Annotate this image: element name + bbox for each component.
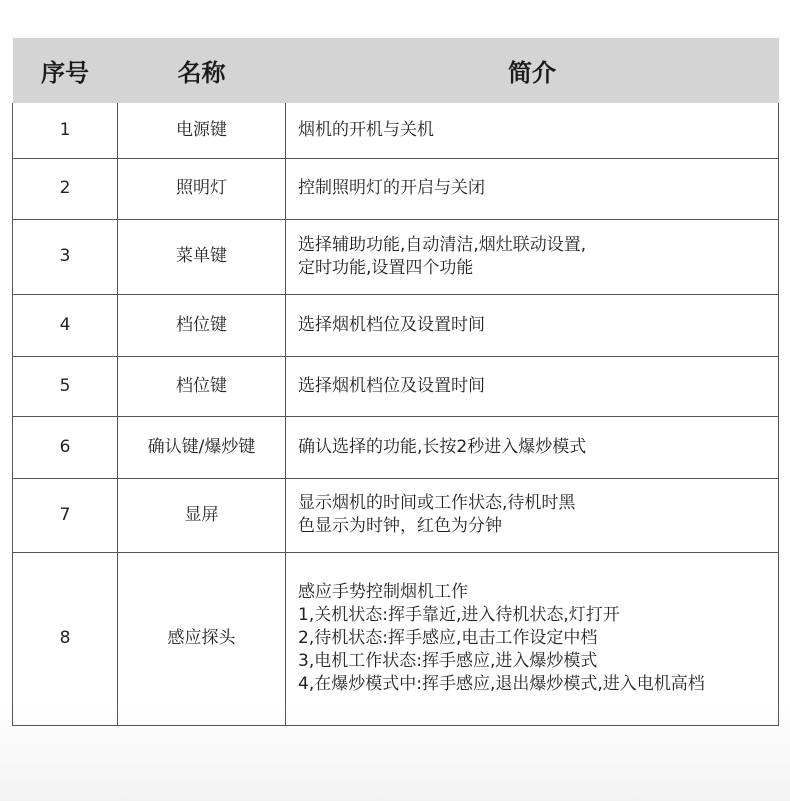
row-number: 5 [13, 356, 118, 416]
row-description: 选择烟机档位及设置时间 [286, 294, 779, 356]
spec-table-container [12, 38, 778, 726]
row-number: 7 [13, 478, 118, 552]
header-number: 序号 [13, 38, 118, 103]
table-header-row [13, 38, 779, 103]
row-description: 选择辅助功能,自动清洁,烟灶联动设置, 定时功能,设置四个功能 [286, 219, 779, 294]
row-name: 电源键 [118, 103, 286, 158]
row-name: 显屏 [118, 478, 286, 552]
row-name: 档位键 [118, 356, 286, 416]
row-number: 4 [13, 294, 118, 356]
row-description: 烟机的开机与关机 [286, 103, 779, 158]
table-row [13, 416, 779, 478]
spec-table [12, 38, 779, 726]
row-number: 2 [13, 158, 118, 219]
row-name: 确认键/爆炒键 [118, 416, 286, 478]
row-number: 8 [13, 552, 118, 725]
header-description: 简介 [286, 38, 779, 103]
row-name: 菜单键 [118, 219, 286, 294]
row-name: 档位键 [118, 294, 286, 356]
table-row [13, 294, 779, 356]
table-row [13, 356, 779, 416]
row-name: 照明灯 [118, 158, 286, 219]
table-row [13, 219, 779, 294]
table-row [13, 552, 779, 725]
row-description: 确认选择的功能,长按2秒进入爆炒模式 [286, 416, 779, 478]
row-number: 6 [13, 416, 118, 478]
row-number: 1 [13, 103, 118, 158]
row-number: 3 [13, 219, 118, 294]
table-row [13, 478, 779, 552]
header-name: 名称 [118, 38, 286, 103]
row-description: 感应手势控制烟机工作 1,关机状态:挥手靠近,进入待机状态,灯打开 2,待机状态:挥手感应,电击工作设定中档 3,电机工作状态:挥手感应,进入爆炒模式 4,在爆炒模式中:挥手感应,退出爆炒模式,进入电机高档 [286, 552, 779, 725]
row-description: 选择烟机档位及设置时间 [286, 356, 779, 416]
table-row [13, 158, 779, 219]
table-row [13, 103, 779, 158]
row-description: 显示烟机的时间或工作状态,待机时黑 色显示为时钟，红色为分钟 [286, 478, 779, 552]
row-name: 感应探头 [118, 552, 286, 725]
row-description: 控制照明灯的开启与关闭 [286, 158, 779, 219]
